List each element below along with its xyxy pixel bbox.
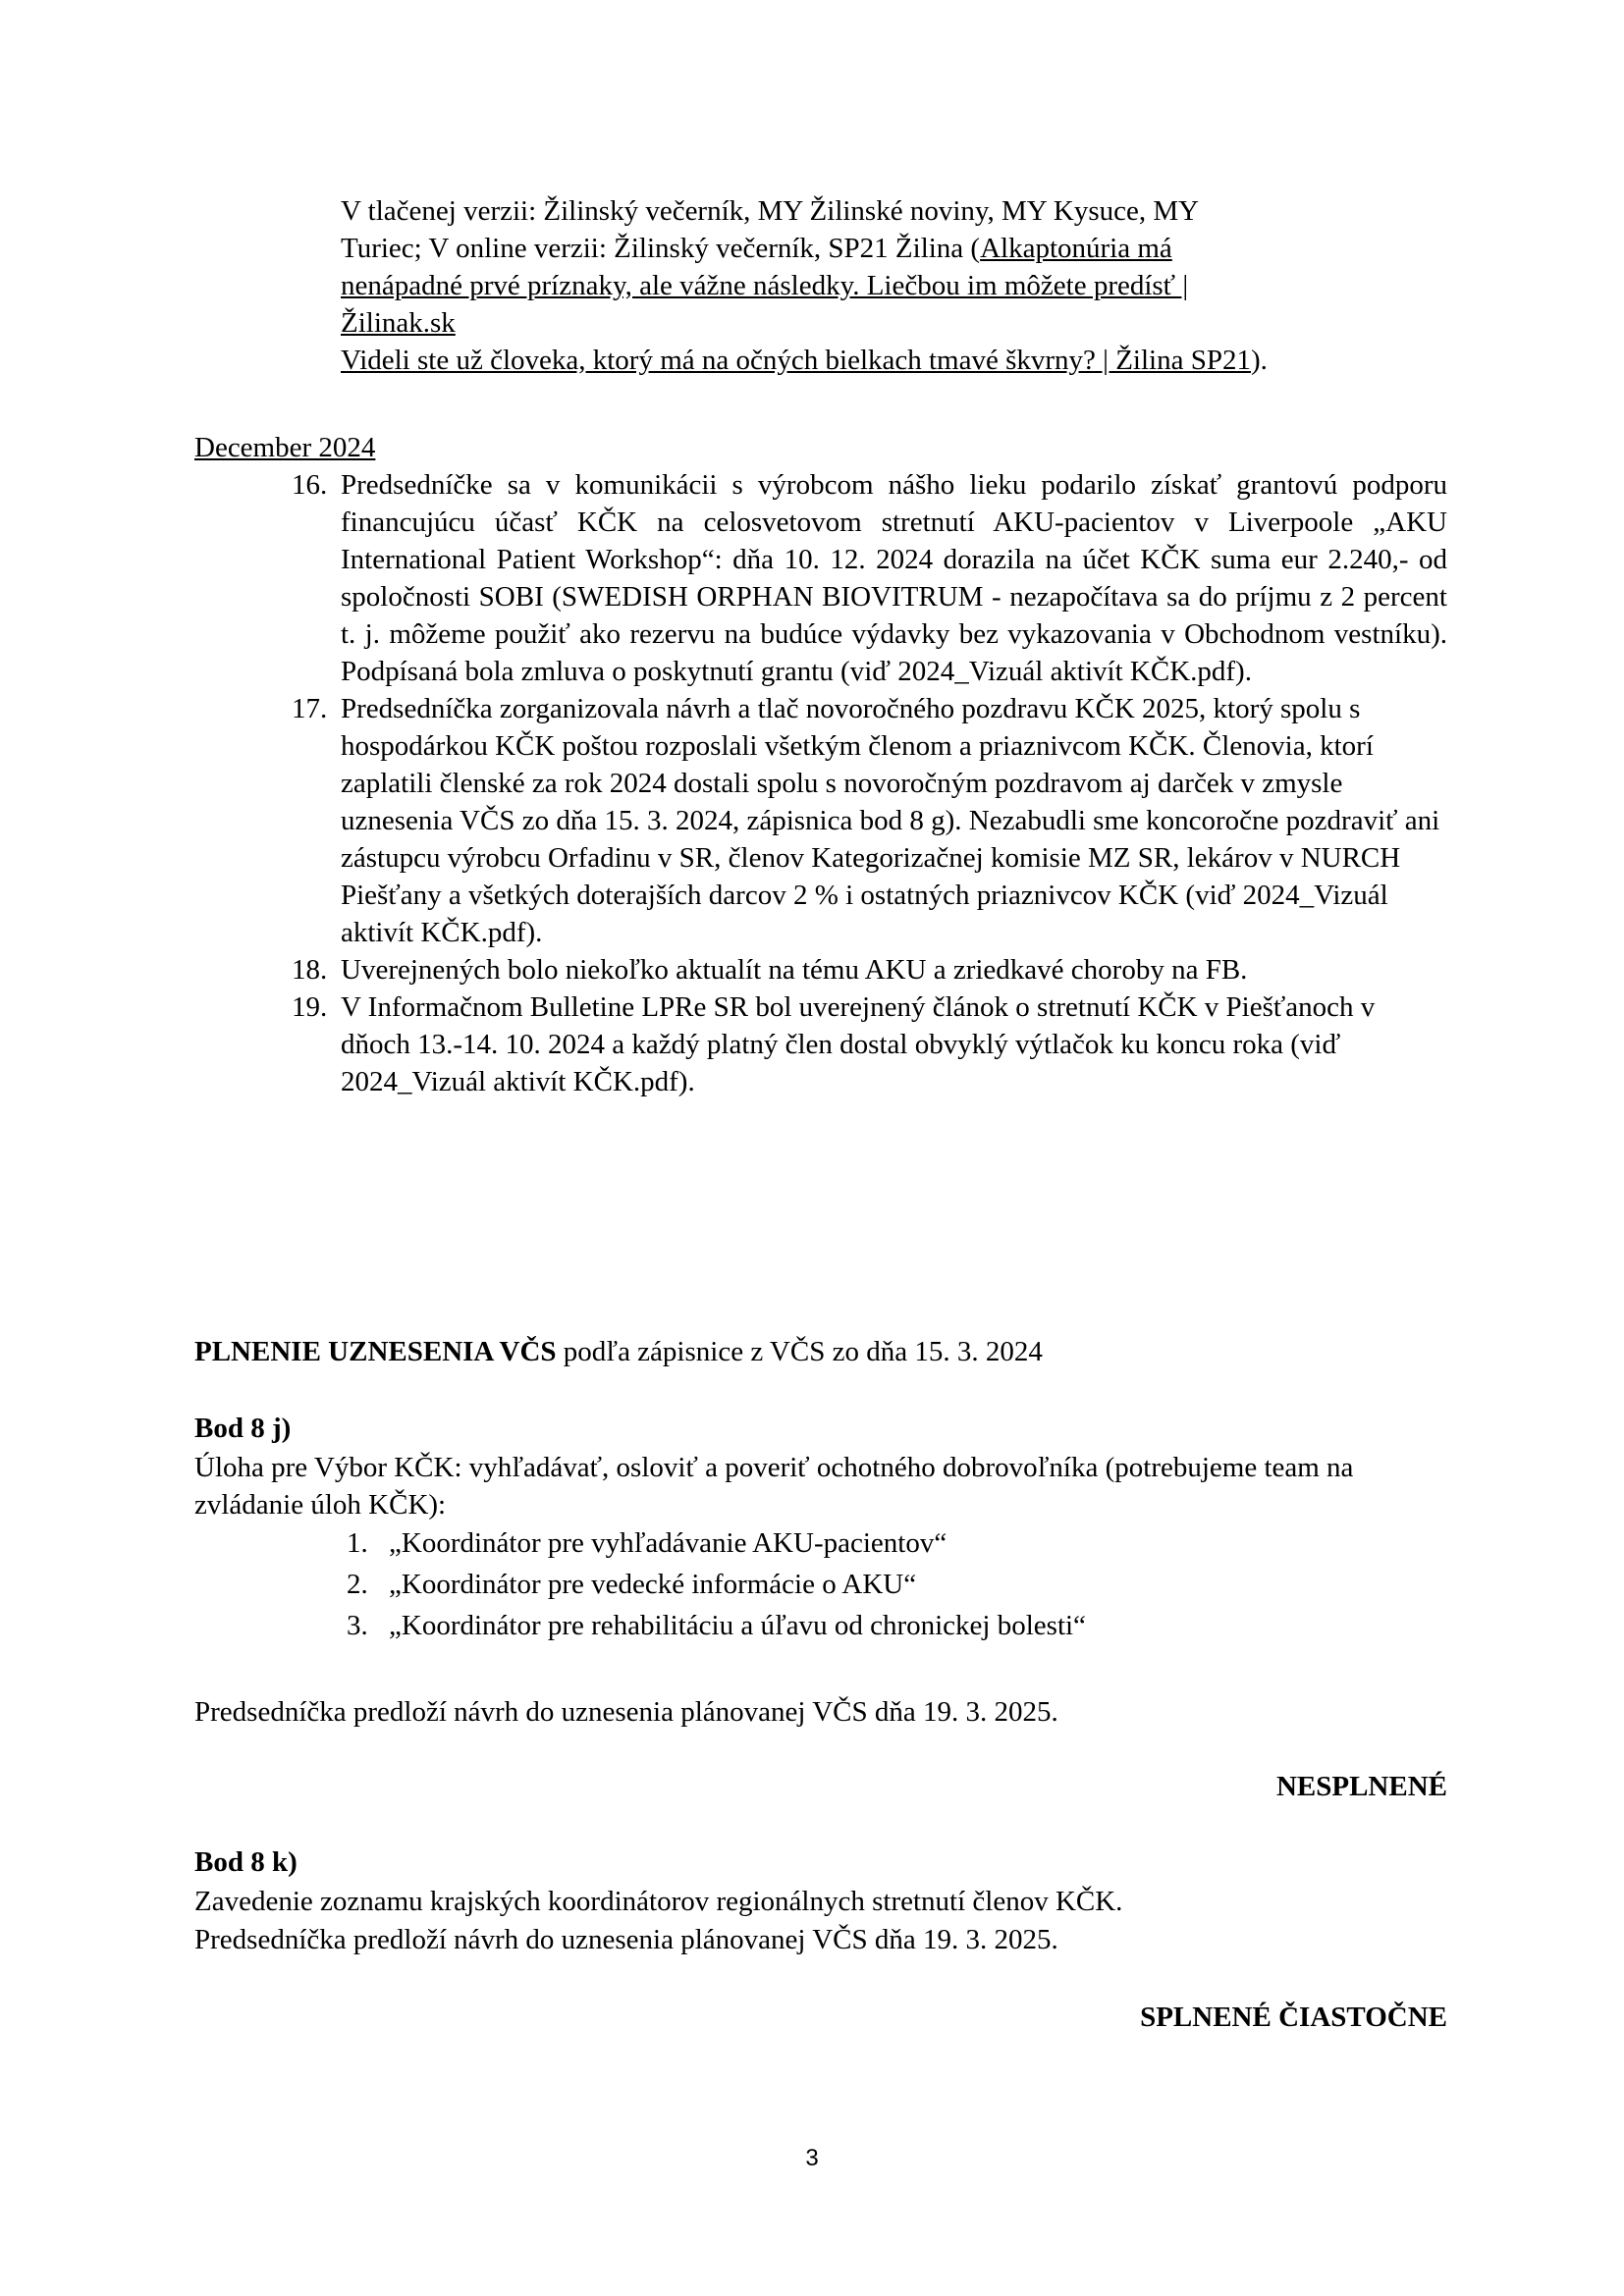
article-link-zilinak-part1[interactable]: Alkaptonúria má xyxy=(980,233,1172,264)
bod-8j-status: NESPLNENÉ xyxy=(1275,1771,1447,1802)
list-item-text: „Koordinátor pre rehabilitáciu a úľavu od chronickej bolesti“ xyxy=(389,1610,1086,1641)
list-item-text: Predsedníčke sa v komunikácii s výrobcom nášho lieku podarilo získať grantovú podporu financujúcu účasť KČK na celosvetovom stretnutí AKU-pacientov v Liverpoole „AKU International Patient Workshop“: dňa 10. 12. 2024 dorazila na účet KČK suma eur 2.240,- od spoločnosti SOBI (SWEDISH ORPHAN BIOVITRUM - nezapočítava sa do príjmu z 2 percent t. j. môžeme použiť ako rezervu na budúce výdavky bez vykazovania v Obchodnom vestníku). Podpísaná bola zmluva o poskytnutí grantu (viď 2024_Vizuál aktivít KČK.pdf). xyxy=(341,469,1447,687)
list-item-text: „Koordinátor pre vedecké informácie o AKU“ xyxy=(389,1569,917,1600)
list-item-number: 2. xyxy=(347,1569,368,1600)
article-link-sp21[interactable]: Videli ste už človeka, ktorý má na očných bielkach tmavé škvrny? | Žilina SP21 xyxy=(341,345,1251,376)
print-version-line: V tlačenej verzii: Žilinský večerník, MY Žilinské noviny, MY Kysuce, MY xyxy=(341,195,1200,227)
article-link-sp21-suffix: ). xyxy=(1250,345,1268,376)
online-version-prefix: Turiec; V online verzii: Žilinský večerník, SP21 Žilina ( xyxy=(341,233,981,264)
plnenie-heading-rest: podľa zápisnice z VČS zo dňa 15. 3. 2024 xyxy=(556,1336,1043,1367)
list-item-number: 17. xyxy=(292,693,328,724)
bod-8j-note: Predsedníčka predloží návrh do uznesenia plánovanej VČS dňa 19. 3. 2025. xyxy=(194,1696,1058,1728)
list-item-text: Uverejnených bolo niekoľko aktualít na tému AKU a zriedkavé choroby na FB. xyxy=(341,954,1248,986)
page-number: 3 xyxy=(805,2145,819,2171)
article-link-zilinak-part2-line xyxy=(341,267,1445,304)
article-link-zilinak-part2[interactable]: nenápadné prvé príznaky, ale vážne následky. Liečbou im môžete predísť | xyxy=(341,270,1189,301)
december-heading: December 2024 xyxy=(194,432,376,463)
media-references-block xyxy=(341,192,1445,379)
list-item xyxy=(194,690,1447,951)
article-link-zilinak-part3-line xyxy=(341,304,1445,342)
bod-8k-line1: Zavedenie zoznamu krajských koordinátorov regionálnych stretnutí členov KČK. xyxy=(194,1886,1123,1917)
list-item xyxy=(194,466,1447,690)
bod-8k-status: SPLNENÉ ČIASTOČNE xyxy=(1140,2002,1447,2033)
list-item-number: 18. xyxy=(292,954,328,986)
list-item-number: 16. xyxy=(292,469,328,501)
list-item-text: „Koordinátor pre vyhľadávanie AKU-pacientov“ xyxy=(389,1527,947,1559)
online-version-line xyxy=(341,230,1445,267)
list-item xyxy=(194,1607,1086,1648)
list-item-number: 19. xyxy=(292,991,328,1023)
list-item xyxy=(194,1566,1086,1607)
article-link-sp21-line xyxy=(341,342,1445,379)
list-item-text: Predsedníčka zorganizovala návrh a tlač novoročného pozdravu KČK 2025, ktorý spolu s hospodárkou KČK poštou rozposlali všetkým členom a priaznivcom KČK. Členovia, ktorí zaplatili členské za rok 2024 dostali spolu s novoročným pozdravom aj darček v zmysle uznesenia VČS zo dňa 15. 3. 2024, zápisnica bod 8 g). Nezabudli sme koncoročne pozdraviť ani zástupcu výrobcu Orfadinu v SR, členov Kategorizačnej komisie MZ SR, lekárov v NURCH Piešťany a všetkých doterajších darcov 2 % i ostatných priaznivcov KČK (viď 2024_Vizuál aktivít KČK.pdf). xyxy=(341,693,1440,948)
list-item xyxy=(194,1524,1086,1566)
coordinator-list xyxy=(194,1524,1086,1648)
list-item-text: V Informačnom Bulletine LPRe SR bol uverejnený článok o stretnutí KČK v Piešťanoch v dňoch 13.-14. 10. 2024 a každý platný člen dostal obvyklý výtlačok ku koncu roka (viď 2024_Vizuál aktivít KČK.pdf). xyxy=(341,991,1376,1097)
bod-8j-title: Bod 8 j) xyxy=(194,1413,292,1444)
list-item xyxy=(194,951,1447,988)
list-item-number: 3. xyxy=(347,1610,368,1641)
plnenie-heading-bold: PLNENIE UZNESENIA VČS xyxy=(194,1336,557,1367)
december-activity-list xyxy=(194,466,1447,1100)
article-link-zilinak-part3[interactable]: Žilinak.sk xyxy=(341,307,456,339)
list-item xyxy=(194,988,1447,1100)
bod-8j-task: Úloha pre Výbor KČK: vyhľadávať, osloviť a poveriť ochotného dobrovoľníka (potrebujeme team na zvládanie úloh KČK): xyxy=(194,1452,1354,1521)
bod-8k-title: Bod 8 k) xyxy=(194,1846,298,1878)
list-item-number: 1. xyxy=(347,1527,368,1559)
plnenie-heading xyxy=(194,1333,1043,1370)
bod-8k-line2: Predsedníčka predloží návrh do uznesenia plánovanej VČS dňa 19. 3. 2025. xyxy=(194,1924,1058,1955)
